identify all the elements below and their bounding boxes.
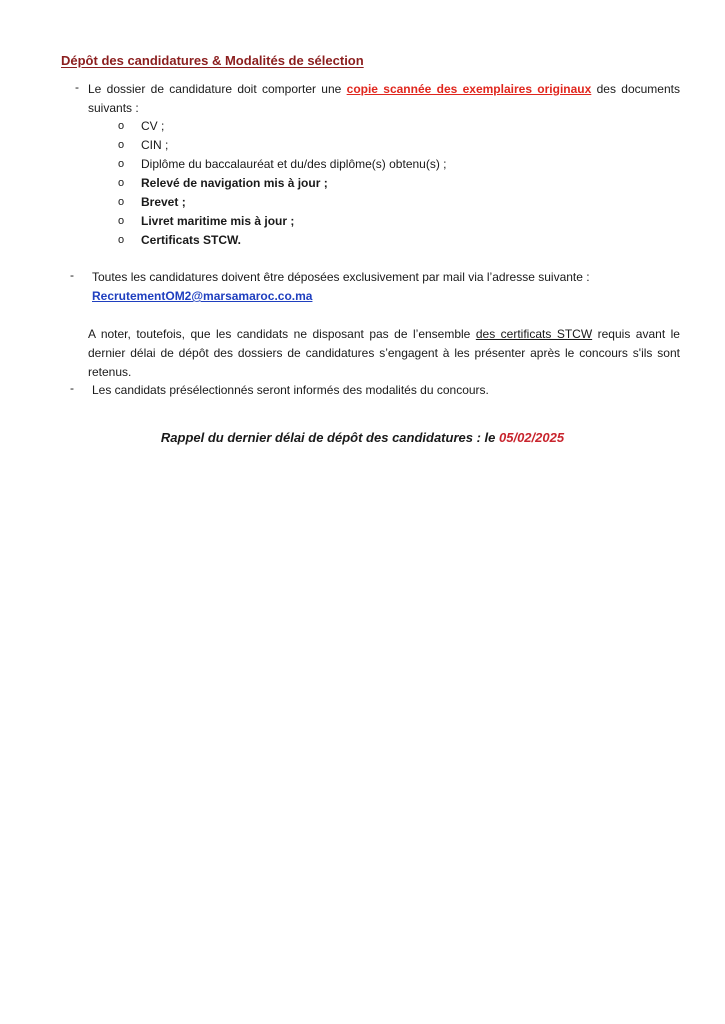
documents-list bbox=[118, 117, 447, 250]
list-item-text: Relevé de navigation mis à jour ; bbox=[141, 176, 328, 190]
circle-bullet: o bbox=[118, 215, 125, 227]
list-item-text: Diplôme du baccalauréat et du/des diplôme(s) obtenu(s) ; bbox=[141, 157, 447, 171]
section-title: Dépôt des candidatures & Modalités de sélection bbox=[61, 53, 364, 68]
circle-bullet: o bbox=[118, 196, 125, 208]
circle-bullet: o bbox=[118, 158, 125, 170]
circle-bullet: o bbox=[118, 177, 125, 189]
paragraph-email bbox=[92, 268, 680, 287]
underlined-text: des certificats STCW bbox=[475, 327, 593, 341]
list-item bbox=[118, 136, 447, 155]
paragraph-note bbox=[88, 325, 680, 382]
list-item-text: CIN ; bbox=[141, 138, 169, 152]
paragraph-dossier bbox=[88, 80, 680, 118]
paragraph-text: des documents suivants : bbox=[88, 82, 680, 115]
deadline-reminder bbox=[0, 430, 725, 445]
list-item-text: Brevet ; bbox=[141, 195, 186, 209]
list-item-text: CV ; bbox=[141, 119, 165, 133]
deadline-text: Rappel du dernier délai de dépôt des candidatures : le bbox=[160, 430, 496, 445]
list-item-text: Certificats STCW. bbox=[141, 233, 242, 247]
circle-bullet: o bbox=[118, 139, 125, 151]
bullet-dash: - bbox=[70, 268, 74, 282]
bullet-dash: - bbox=[75, 80, 79, 94]
paragraph-text: Le dossier de candidature doit comporter une bbox=[88, 82, 342, 96]
bullet-dash: - bbox=[70, 381, 74, 395]
circle-bullet: o bbox=[118, 120, 125, 132]
deadline-date: 05/02/2025 bbox=[499, 430, 565, 445]
list-item bbox=[118, 231, 447, 250]
highlighted-text: copie scannée des exemplaires originaux bbox=[346, 82, 592, 96]
list-item bbox=[118, 212, 447, 231]
list-item bbox=[118, 193, 447, 212]
paragraph-text: requis avant le dernier délai de dépôt des dossiers de candidatures s’engagent à les présenter après le concours s'ils sont retenus. bbox=[88, 327, 680, 379]
circle-bullet: o bbox=[118, 234, 125, 246]
email-link[interactable]: RecrutementOM2@marsamaroc.co.ma bbox=[92, 289, 313, 303]
list-item bbox=[118, 174, 447, 193]
paragraph-text: A noter, toutefois, que les candidats ne disposant pas de l’ensemble bbox=[88, 327, 471, 341]
list-item bbox=[118, 155, 447, 174]
list-item bbox=[118, 117, 447, 136]
list-item-text: Livret maritime mis à jour ; bbox=[141, 214, 295, 228]
paragraph-text: Toutes les candidatures doivent être déposées exclusivement par mail via l’adresse suivante : bbox=[92, 270, 590, 284]
paragraph-preselection bbox=[92, 381, 680, 400]
paragraph-text: Les candidats présélectionnés seront informés des modalités du concours. bbox=[92, 383, 489, 397]
